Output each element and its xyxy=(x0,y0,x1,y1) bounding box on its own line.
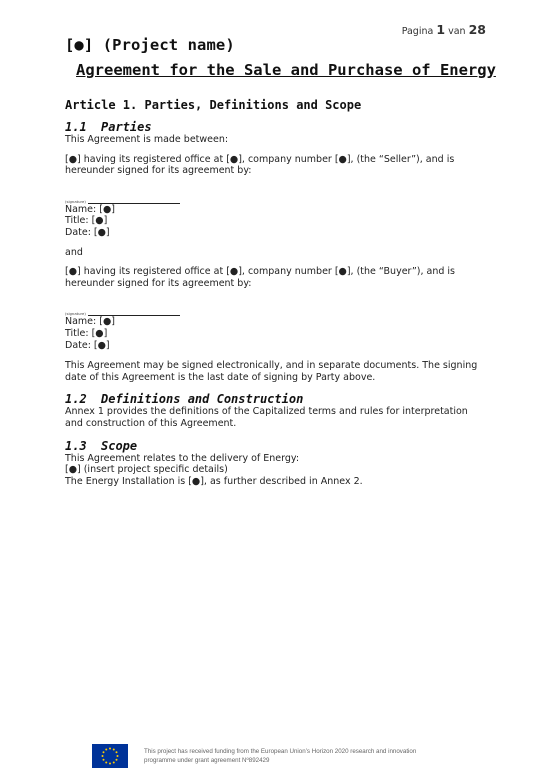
and-text: and xyxy=(65,246,83,258)
signature-label: (signature) xyxy=(65,198,86,204)
document-body xyxy=(65,98,485,487)
buyer-clause: [●] having its registered office at [●], company number [●], (the “Buyer”), and is hereunder signed for its agreement by: xyxy=(65,266,455,289)
signature-label: (signature) xyxy=(65,311,86,317)
scope-line: This Agreement relates to the delivery of Energy: xyxy=(65,452,300,464)
eu-star xyxy=(116,759,118,761)
funding-footer xyxy=(92,744,444,768)
section-number: 1.2 xyxy=(65,392,87,407)
eu-star xyxy=(102,755,104,757)
section-number: 1.1 xyxy=(65,120,87,134)
scope-installation: The Energy Installation is [●], as further described in Annex 2. xyxy=(65,475,363,487)
page-sep: van xyxy=(448,26,466,37)
funding-line-1: This project has received funding from the European Union’s Horizon 2020 research and innovation xyxy=(144,748,417,755)
seller-clause: [●] having its registered office at [●], company number [●], (the “Seller”), and is hereunder signed for its agreement by: xyxy=(65,153,455,177)
eu-star xyxy=(113,749,115,751)
seller-signature-block xyxy=(65,199,485,239)
section-title: Parties xyxy=(101,120,152,134)
parties-intro: This Agreement is made between: xyxy=(65,134,229,145)
section-heading-definitions xyxy=(65,392,485,406)
signatory-date: Date: [●] xyxy=(65,226,110,238)
section-title: Definitions and Construction xyxy=(101,392,304,407)
document-title: Agreement for the Sale and Purchase of Energy xyxy=(76,61,496,79)
eu-star xyxy=(105,749,107,751)
eu-star xyxy=(117,755,119,757)
signatory-name: Name: [●] xyxy=(65,203,115,215)
signatory-name: Name: [●] xyxy=(65,316,115,328)
signatory-title: Title: [●] xyxy=(65,327,108,339)
eu-star xyxy=(116,751,118,753)
section-title: Scope xyxy=(101,438,138,453)
section-heading-scope xyxy=(65,439,485,453)
project-name: [●] (Project name) xyxy=(65,36,235,54)
signing-clause: This Agreement may be signed electronically, and in separate documents. The signing date of this Agreement is the last date of signing by Party above. xyxy=(65,360,478,383)
eu-star xyxy=(103,759,105,761)
page-total: 28 xyxy=(468,22,486,37)
signatory-date: Date: [●] xyxy=(65,339,110,351)
eu-star xyxy=(105,762,107,764)
eu-star xyxy=(103,751,105,753)
buyer-signature-block xyxy=(65,311,485,351)
section-heading-parties xyxy=(65,120,485,134)
funding-text xyxy=(144,747,444,765)
scope-details: [●] (insert project specific details) xyxy=(65,464,228,476)
eu-star xyxy=(109,748,111,750)
eu-star xyxy=(113,762,115,764)
eu-star xyxy=(109,763,111,765)
page-number xyxy=(402,22,486,37)
signatory-title: Title: [●] xyxy=(65,215,108,227)
page-current: 1 xyxy=(436,22,446,37)
page-prefix: Pagina xyxy=(401,26,434,37)
section-number: 1.3 xyxy=(65,438,87,453)
eu-flag-icon xyxy=(92,744,128,768)
eu-stars-icon xyxy=(92,744,128,768)
article-heading: Article 1. Parties, Definitions and Scope xyxy=(65,98,362,112)
funding-line-2: programme under grant agreement Nº892429 xyxy=(144,757,270,764)
definitions-text: Annex 1 provides the definitions of the Capitalized terms and rules for interpretation and construction of this Agreement. xyxy=(65,406,468,429)
